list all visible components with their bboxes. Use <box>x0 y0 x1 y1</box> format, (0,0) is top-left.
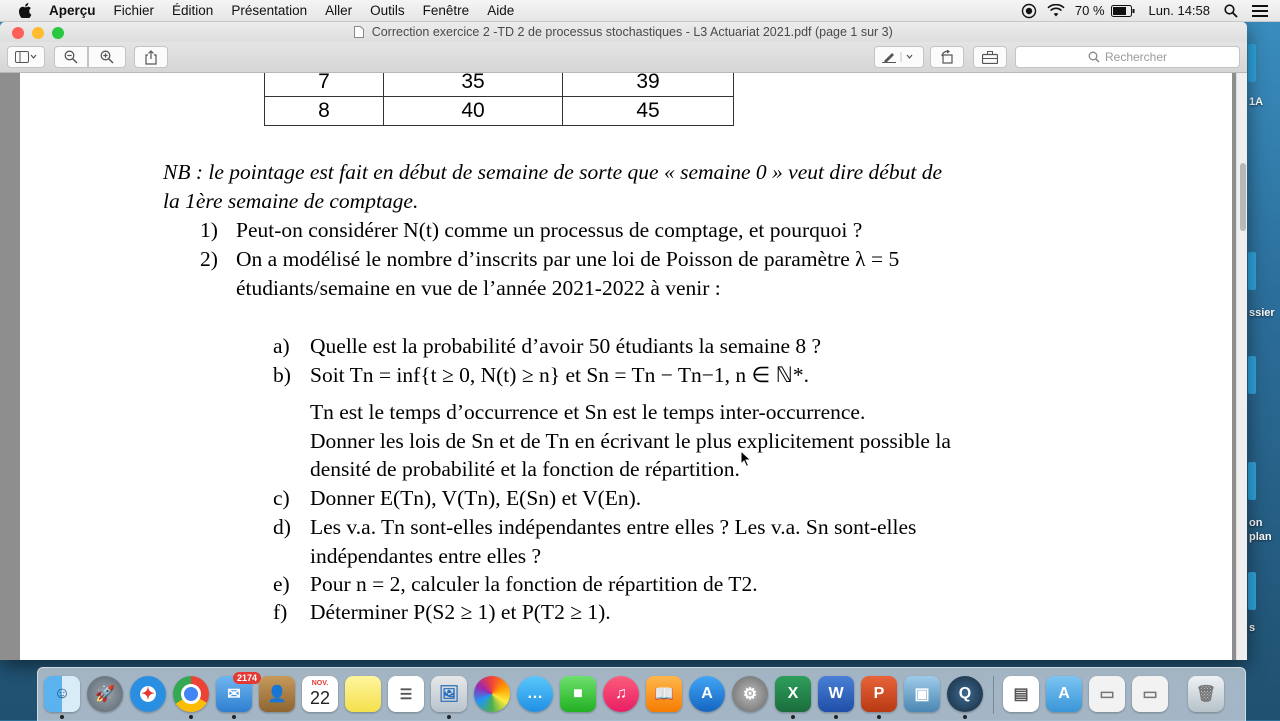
desktop-item-icon[interactable] <box>1248 252 1256 290</box>
wifi-icon[interactable] <box>1047 4 1065 18</box>
item-f-label: f) <box>273 600 288 624</box>
facetime-icon[interactable]: ■ <box>560 676 596 712</box>
window-title: Correction exercice 2 -TD 2 de processus stochastiques - L3 Actuariat 2021.pdf (page 1 sur 3) <box>371 25 893 39</box>
question-2-number: 2) <box>200 247 218 271</box>
menu-fenetre[interactable]: Fenêtre <box>422 3 470 18</box>
chrome-icon[interactable] <box>173 676 209 712</box>
search-placeholder: Rechercher <box>1104 50 1168 64</box>
note-line-1: NB : le pointage est fait en début de semaine de sorte que « semaine 0 » veut dire début de <box>163 160 942 184</box>
item-e-label: e) <box>273 572 290 596</box>
dock <box>37 667 1246 721</box>
calendar-month: NOV. <box>311 680 329 687</box>
item-b-line-4: densité de probabilité et la fonction de répartition. <box>310 457 740 481</box>
menu-aller[interactable]: Aller <box>325 3 353 18</box>
zoom-window-button[interactable] <box>52 27 64 39</box>
toolbox-icon <box>982 51 998 64</box>
screen-record-icon[interactable] <box>1021 3 1037 19</box>
calendar-day: 22 <box>309 688 331 708</box>
running-indicator <box>963 715 967 719</box>
menu-fichier[interactable]: Fichier <box>113 3 155 18</box>
sidebar-toggle-button[interactable] <box>7 46 45 68</box>
minimize-window-button[interactable] <box>32 27 44 39</box>
powerpoint-icon[interactable]: P <box>861 676 897 712</box>
image-capture-icon[interactable]: ▣ <box>904 676 940 712</box>
question-1-number: 1) <box>200 218 218 242</box>
table-cell: 35 <box>384 73 563 97</box>
spotlight-search-icon[interactable] <box>1224 4 1238 18</box>
vertical-scrollbar[interactable] <box>1236 73 1247 660</box>
item-d-label: d) <box>273 515 291 539</box>
title-bar[interactable] <box>0 22 1247 42</box>
preview-window <box>0 22 1247 660</box>
item-d-line-2: indépendantes entre elles ? <box>310 544 542 568</box>
launchpad-icon[interactable]: 🚀 <box>87 676 123 712</box>
desktop-label[interactable]: plan <box>1249 531 1272 543</box>
toolbar <box>0 42 1247 73</box>
desktop-label[interactable]: s <box>1249 622 1256 634</box>
app-store-icon[interactable]: A <box>689 676 725 712</box>
menu-bar <box>0 0 1280 22</box>
desktop-label[interactable]: ssier <box>1249 307 1275 319</box>
running-indicator <box>447 715 451 719</box>
running-indicator <box>60 715 64 719</box>
contacts-icon[interactable]: 👤 <box>259 676 295 712</box>
menu-aide[interactable]: Aide <box>487 3 515 18</box>
dock-divider <box>993 676 994 714</box>
desktop-item-icon[interactable] <box>1248 462 1256 500</box>
messages-icon[interactable]: … <box>517 676 553 712</box>
share-button[interactable] <box>134 46 168 68</box>
quicktime-icon[interactable]: Q <box>947 676 983 712</box>
word-icon[interactable]: W <box>818 676 854 712</box>
mouse-cursor-icon <box>740 450 752 468</box>
zoom-in-button[interactable] <box>88 46 126 68</box>
zoom-out-icon <box>64 50 78 64</box>
item-b-text: Soit Tn = inf{t ≥ 0, N(t) ≥ n} et Sn = Tn − Tn−1, n ∈ ℕ*. <box>310 363 809 387</box>
downloads-stack-icon[interactable]: ▭ <box>1132 676 1168 712</box>
question-1-text: Peut-on considérer N(t) comme un processus de comptage, et pourquoi ? <box>236 218 863 242</box>
photos-icon[interactable] <box>474 676 510 712</box>
calendar-icon[interactable] <box>302 676 338 712</box>
menu-clock[interactable]: Lun. 14:58 <box>1148 3 1210 18</box>
note-line-2: la 1ère semaine de comptage. <box>163 189 419 213</box>
desktop-item-icon[interactable] <box>1248 572 1256 610</box>
table-row <box>265 97 734 126</box>
question-2-line-1: On a modélisé le nombre d’inscrits par une loi de Poisson de paramètre λ = 5 <box>236 247 900 271</box>
zoom-out-button[interactable] <box>54 46 88 68</box>
desktop-item-icon[interactable] <box>1248 356 1256 394</box>
running-indicator <box>189 715 193 719</box>
document-stack-icon[interactable]: ▤ <box>1003 676 1039 712</box>
item-b-line-2: Tn est le temps d’occurrence et Sn est le temps inter-occurrence. <box>310 400 866 424</box>
applications-folder-icon[interactable]: A <box>1046 676 1082 712</box>
battery-icon[interactable] <box>1111 5 1135 17</box>
table-cell: 8 <box>265 97 384 126</box>
pen-icon <box>882 51 916 63</box>
ibooks-icon[interactable]: 📖 <box>646 676 682 712</box>
search-icon <box>1088 51 1100 63</box>
scrollbar-thumb[interactable] <box>1240 163 1246 231</box>
menu-outils[interactable]: Outils <box>370 3 405 18</box>
item-f-text: Déterminer P(S2 ≥ 1) et P(T2 ≥ 1). <box>310 600 611 624</box>
notification-center-icon[interactable] <box>1252 5 1268 17</box>
rotate-icon <box>940 50 954 64</box>
table-row <box>265 73 734 97</box>
running-indicator <box>834 715 838 719</box>
finder-icon[interactable]: ☺ <box>44 676 80 712</box>
menu-edition[interactable]: Édition <box>172 3 214 18</box>
table-cell: 39 <box>563 73 734 97</box>
menu-app-name[interactable]: Aperçu <box>49 3 96 18</box>
item-c-label: c) <box>273 486 290 510</box>
item-b-label: b) <box>273 363 291 387</box>
search-field[interactable] <box>1015 46 1240 68</box>
item-d-line-1: Les v.a. Tn sont-elles indépendantes entre elles ? Les v.a. Sn sont-elles <box>310 515 917 539</box>
item-c-text: Donner E(Tn), V(Tn), E(Sn) et V(En). <box>310 486 642 510</box>
table-cell: 40 <box>384 97 563 126</box>
itunes-icon[interactable]: ♫ <box>603 676 639 712</box>
mail-icon[interactable]: ✉ <box>216 676 252 712</box>
item-a-label: a) <box>273 334 290 358</box>
excel-icon[interactable]: X <box>775 676 811 712</box>
notes-icon[interactable] <box>345 676 381 712</box>
safari-icon[interactable]: ✦ <box>130 676 166 712</box>
apple-icon[interactable] <box>18 3 32 18</box>
rotate-button[interactable] <box>930 46 964 68</box>
battery-percent[interactable]: 70 % <box>1074 3 1105 18</box>
share-icon <box>145 50 157 65</box>
desktop-label[interactable]: 1A <box>1249 96 1264 108</box>
markup-toolbar-button[interactable] <box>874 46 924 68</box>
table-cell: 7 <box>265 73 384 97</box>
toolbox-button[interactable] <box>973 46 1007 68</box>
running-indicator <box>877 715 881 719</box>
data-table <box>264 73 734 126</box>
mail-badge: 2174 <box>233 672 261 684</box>
running-indicator <box>791 715 795 719</box>
item-b-line-3: Donner les lois de Sn et de Tn en écrivant le plus explicitement possible la <box>310 429 951 453</box>
item-e-text: Pour n = 2, calculer la fonction de répartition de T2. <box>310 572 758 596</box>
menu-presentation[interactable]: Présentation <box>231 3 308 18</box>
document-viewer[interactable] <box>0 73 1247 660</box>
screenshot-stack-icon[interactable]: ▭ <box>1089 676 1125 712</box>
running-indicator <box>232 715 236 719</box>
reminders-icon[interactable]: ☰ <box>388 676 424 712</box>
table-cell: 45 <box>563 97 734 126</box>
sidebar-icon <box>15 51 37 63</box>
item-a-text: Quelle est la probabilité d’avoir 50 étudiants la semaine 8 ? <box>310 334 822 358</box>
pdf-page <box>20 73 1232 660</box>
zoom-in-icon <box>100 50 114 64</box>
desktop-item-icon[interactable] <box>1248 44 1256 82</box>
question-2-line-2: étudiants/semaine en vue de l’année 2021-2022 à venir : <box>236 276 721 300</box>
desktop-label[interactable]: on <box>1249 517 1263 529</box>
close-window-button[interactable] <box>12 27 24 39</box>
system-preferences-icon[interactable]: ⚙ <box>732 676 768 712</box>
preview-icon[interactable]: 🖼 <box>431 676 467 712</box>
pdf-document-icon <box>354 26 364 38</box>
trash-icon[interactable]: 🗑 <box>1188 676 1224 712</box>
